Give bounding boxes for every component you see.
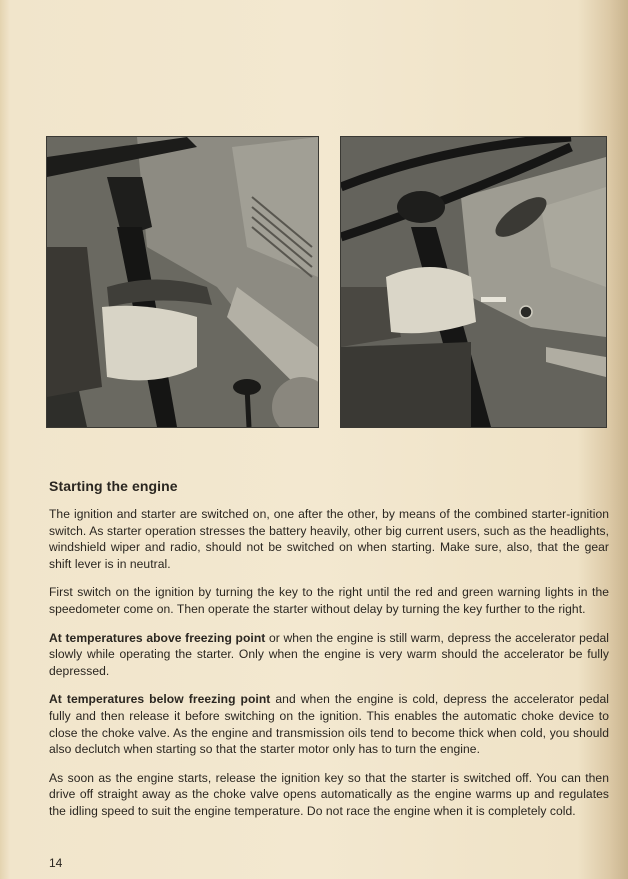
gear-shift-illustration: [47, 137, 318, 427]
paragraph: [49, 630, 609, 680]
ignition-key-photo: [340, 136, 607, 428]
paragraph: [49, 506, 609, 572]
paragraph-text: or when the engine is still warm, depress the accelerator pedal slowly while operating the starter. Only when the engine is very warm should the accelerator be fully depressed.: [49, 630, 609, 678]
paragraph-text: The ignition and starter are switched on, one after the other, by means of the combined starter-ignition switch. As starter operation stresses the battery heavily, other big current users, such as the headlights, windshield wiper and radio, should not be switched on when starting. Make sure, also, that the gear shift lever is in neutral.: [49, 507, 609, 571]
paragraph: [49, 584, 609, 617]
paragraph-lead: At temperatures above freezing point: [49, 630, 266, 645]
paragraph-lead: At temperatures below freezing point: [49, 692, 271, 707]
ignition-key-illustration: [341, 137, 606, 427]
paragraph: [49, 770, 609, 820]
section-heading: Starting the engine: [49, 478, 178, 494]
paragraph-text: First switch on the ignition by turning the key to the right until the red and green warning lights in the speedometer come on. Then operate the starter without delay by turning the key further to the right.: [49, 585, 609, 616]
gear-shift-photo: [46, 136, 319, 428]
paragraph-text: As soon as the engine starts, release the ignition key so that the starter is switched off. You can then drive off straight away as the choke valve opens automatically as the engine warms up and regulates the idling speed to suit the engine temperature. Do not race the engine when it is completely cold.: [49, 770, 609, 818]
page-number: 14: [49, 856, 63, 870]
paragraph-text: and when the engine is cold, depress the accelerator pedal fully and then release it before switching on the ignition. This enables the automatic choke device to close the choke valve. As the engine and transmission oils tend to become thick when cold, you should also declutch when starting so that the starter motor only has to turn the engine.: [49, 692, 609, 757]
body-text: [49, 478, 609, 832]
paragraph: [49, 691, 609, 757]
